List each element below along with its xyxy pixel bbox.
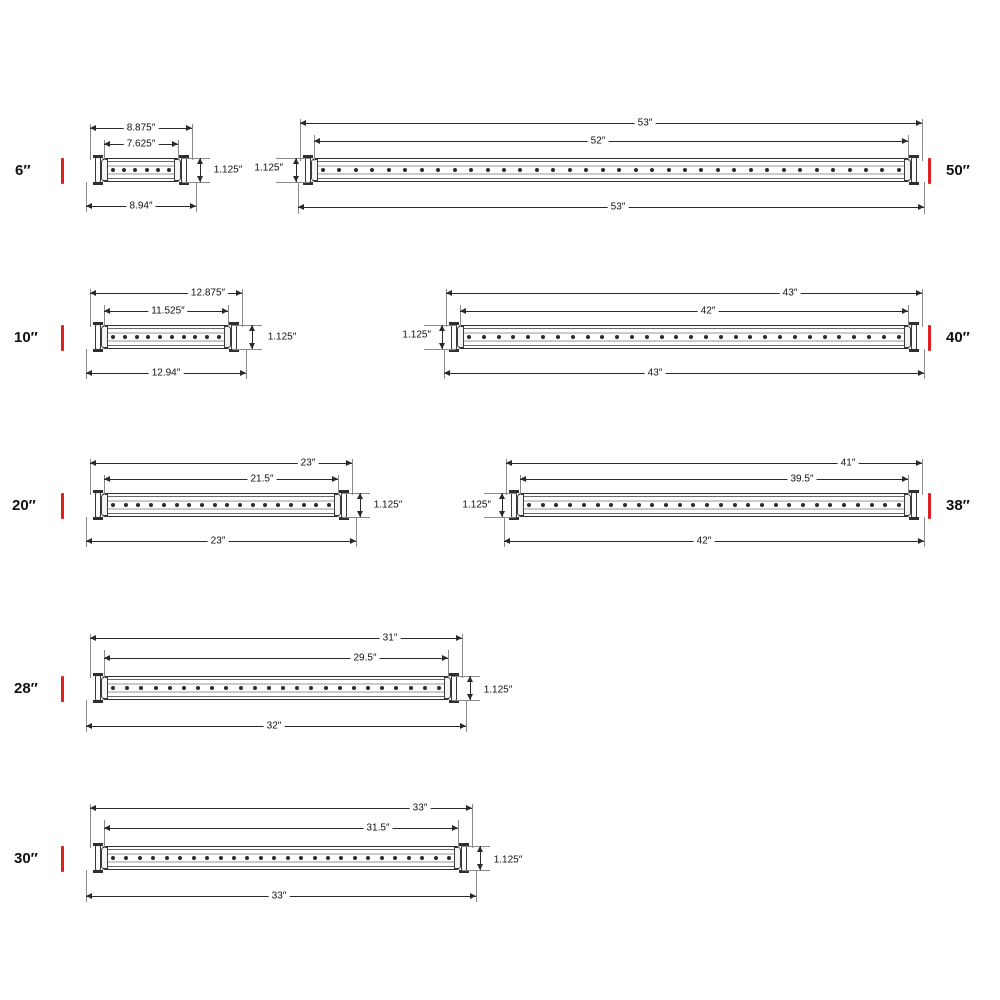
led — [705, 503, 709, 507]
diagram-group-38in — [450, 445, 970, 560]
mount-bracket-left — [93, 675, 103, 701]
size-label-50in: 50″ — [946, 162, 970, 179]
dim-bottom-38in: 42″ — [694, 536, 715, 547]
led — [774, 503, 778, 507]
mount-bracket-left — [93, 157, 103, 183]
led — [239, 686, 243, 690]
led — [338, 686, 342, 690]
led — [354, 168, 358, 172]
led — [882, 335, 886, 339]
led — [124, 503, 128, 507]
light-bar-6in — [102, 158, 180, 182]
led — [437, 686, 441, 690]
diagram-group-28in — [14, 618, 520, 733]
diagram-group-20in — [12, 445, 403, 560]
led — [170, 335, 174, 339]
led — [178, 856, 182, 860]
led — [808, 335, 812, 339]
light-bar-50in — [312, 158, 910, 182]
mount-bracket-left — [449, 324, 459, 350]
led — [831, 168, 835, 172]
led — [867, 335, 871, 339]
led — [453, 168, 457, 172]
mount-bracket-left — [93, 492, 103, 518]
diagram-group-10in — [14, 275, 320, 390]
led — [175, 503, 179, 507]
size-label-10in: 10″ — [14, 329, 38, 346]
diagram-group-30in — [14, 788, 530, 903]
led — [870, 503, 874, 507]
led — [526, 335, 530, 339]
led — [650, 503, 654, 507]
led — [674, 335, 678, 339]
led — [584, 168, 588, 172]
led — [497, 335, 501, 339]
dim-bottom-40in: 43″ — [645, 368, 666, 379]
mount-bracket-right — [179, 157, 189, 183]
led — [136, 503, 140, 507]
led — [467, 335, 471, 339]
led — [111, 335, 115, 339]
led — [746, 503, 750, 507]
led — [883, 503, 887, 507]
led — [281, 686, 285, 690]
led — [200, 503, 204, 507]
led — [748, 335, 752, 339]
led — [880, 168, 884, 172]
dim-top-10in: 12.875″ — [188, 288, 228, 299]
led — [313, 856, 317, 860]
size-label-28in: 28″ — [14, 680, 38, 697]
mount-bracket-right — [909, 492, 919, 518]
led — [245, 856, 249, 860]
mount-bracket-left — [93, 845, 103, 871]
led-row — [111, 856, 451, 860]
led — [193, 335, 197, 339]
mount-bracket-right — [229, 324, 239, 350]
led — [217, 335, 221, 339]
dim-bottom-10in: 12.94″ — [149, 368, 184, 379]
led — [251, 503, 255, 507]
led — [556, 335, 560, 339]
led — [897, 335, 901, 339]
dim-top-38in: 41″ — [838, 458, 859, 469]
led — [842, 503, 846, 507]
led — [394, 686, 398, 690]
size-marker-50in — [928, 158, 931, 184]
led — [165, 856, 169, 860]
light-bar-20in — [102, 493, 340, 517]
led — [111, 503, 115, 507]
dim-top-28in: 31″ — [380, 633, 401, 644]
led — [420, 168, 424, 172]
led — [324, 686, 328, 690]
led — [167, 168, 171, 172]
led — [205, 856, 209, 860]
led — [527, 503, 531, 507]
mount-bracket-right — [449, 675, 459, 701]
led — [678, 503, 682, 507]
led — [683, 168, 687, 172]
mount-bracket-right — [459, 845, 469, 871]
led — [327, 503, 331, 507]
dim-mid-50in: 52″ — [588, 136, 609, 147]
dim-top-50in: 53″ — [635, 118, 656, 129]
led — [111, 856, 115, 860]
led — [554, 503, 558, 507]
led — [423, 686, 427, 690]
dim-bottom-6in: 8.94″ — [126, 201, 155, 212]
mount-bracket-right — [909, 324, 919, 350]
led — [596, 503, 600, 507]
led-row — [467, 335, 901, 339]
led — [353, 856, 357, 860]
size-marker-28in — [61, 676, 64, 702]
led — [691, 503, 695, 507]
led-row — [111, 168, 171, 172]
led — [224, 686, 228, 690]
led — [502, 168, 506, 172]
led — [196, 686, 200, 690]
led — [380, 686, 384, 690]
led — [124, 856, 128, 860]
led — [219, 856, 223, 860]
dim-height-50in: 1.125″ — [251, 163, 286, 174]
led — [366, 856, 370, 860]
led — [158, 335, 162, 339]
led — [760, 503, 764, 507]
led — [568, 503, 572, 507]
size-label-20in: 20″ — [12, 497, 36, 514]
led — [749, 168, 753, 172]
led-row — [111, 686, 441, 690]
led — [815, 503, 819, 507]
led — [182, 335, 186, 339]
led — [765, 168, 769, 172]
led — [664, 503, 668, 507]
led — [182, 686, 186, 690]
led — [187, 503, 191, 507]
dim-bottom-28in: 32″ — [264, 721, 285, 732]
dim-top-20in: 23″ — [298, 458, 319, 469]
light-bar-38in — [518, 493, 910, 517]
mount-bracket-left — [303, 157, 313, 183]
light-bar-30in — [102, 846, 460, 870]
led — [897, 168, 901, 172]
led — [486, 168, 490, 172]
led — [828, 503, 832, 507]
led — [145, 168, 149, 172]
led — [314, 503, 318, 507]
size-label-30in: 30″ — [14, 850, 38, 867]
led — [733, 503, 737, 507]
led — [582, 503, 586, 507]
led — [837, 335, 841, 339]
size-marker-40in — [928, 325, 931, 351]
led — [133, 168, 137, 172]
diagram-group-50in — [250, 105, 970, 225]
led — [535, 168, 539, 172]
led — [337, 168, 341, 172]
led — [601, 168, 605, 172]
led — [151, 856, 155, 860]
dim-height-28in: 1.125″ — [481, 685, 516, 696]
led — [518, 168, 522, 172]
dim-bottom-20in: 23″ — [208, 536, 229, 547]
dim-height-6in: 1.125″ — [211, 165, 246, 176]
led — [732, 168, 736, 172]
led — [138, 856, 142, 860]
led — [541, 335, 545, 339]
dim-bottom-50in: 53″ — [608, 202, 629, 213]
dim-mid-40in: 42″ — [698, 306, 719, 317]
led — [135, 335, 139, 339]
led — [393, 856, 397, 860]
led — [848, 168, 852, 172]
mount-bracket-right — [909, 157, 919, 183]
led — [823, 335, 827, 339]
led — [146, 335, 150, 339]
dim-height-10in: 1.125″ — [265, 332, 300, 343]
dim-top-40in: 43″ — [780, 288, 801, 299]
led — [420, 856, 424, 860]
led — [782, 168, 786, 172]
led — [667, 168, 671, 172]
led — [309, 686, 313, 690]
led — [205, 335, 209, 339]
led — [370, 168, 374, 172]
led — [541, 503, 545, 507]
led — [139, 686, 143, 690]
led — [289, 503, 293, 507]
led — [407, 856, 411, 860]
led — [864, 168, 868, 172]
dim-height-30in: 1.125″ — [491, 855, 526, 866]
led — [716, 168, 720, 172]
dim-height-20in: 1.125″ — [371, 500, 406, 511]
led — [321, 168, 325, 172]
led — [213, 503, 217, 507]
led — [719, 503, 723, 507]
led — [586, 335, 590, 339]
led — [793, 335, 797, 339]
led — [600, 335, 604, 339]
led — [551, 168, 555, 172]
led — [272, 856, 276, 860]
led — [699, 168, 703, 172]
led — [286, 856, 290, 860]
led — [387, 168, 391, 172]
led — [154, 686, 158, 690]
light-bar-40in — [458, 325, 910, 349]
led — [238, 503, 242, 507]
led-row — [111, 503, 331, 507]
led — [232, 856, 236, 860]
led — [302, 503, 306, 507]
light-bar-10in — [102, 325, 230, 349]
led — [366, 686, 370, 690]
led — [787, 503, 791, 507]
led — [122, 168, 126, 172]
led — [704, 335, 708, 339]
led — [267, 686, 271, 690]
led — [263, 503, 267, 507]
led — [617, 168, 621, 172]
led — [778, 335, 782, 339]
led — [125, 686, 129, 690]
led — [571, 335, 575, 339]
mount-bracket-left — [93, 324, 103, 350]
led — [689, 335, 693, 339]
dim-mid-28in: 29.5″ — [350, 653, 379, 664]
led — [897, 503, 901, 507]
led-row — [527, 503, 901, 507]
led — [660, 335, 664, 339]
mount-bracket-right — [339, 492, 349, 518]
diagram-group-40in — [390, 275, 970, 390]
led — [436, 168, 440, 172]
led — [623, 503, 627, 507]
led — [295, 686, 299, 690]
dim-mid-30in: 31.5″ — [363, 823, 392, 834]
led — [434, 856, 438, 860]
led-row — [111, 335, 221, 339]
led — [852, 335, 856, 339]
size-label-38in: 38″ — [946, 497, 970, 514]
led — [210, 686, 214, 690]
dim-mid-10in: 11.525″ — [148, 306, 187, 317]
led — [149, 503, 153, 507]
led — [123, 335, 127, 339]
led — [299, 856, 303, 860]
dim-top-30in: 33″ — [410, 803, 431, 814]
led — [511, 335, 515, 339]
dim-bottom-30in: 33″ — [269, 891, 290, 902]
led — [763, 335, 767, 339]
led — [609, 503, 613, 507]
led — [111, 168, 115, 172]
size-marker-6in — [61, 158, 64, 184]
led — [380, 856, 384, 860]
led-row — [321, 168, 901, 172]
size-marker-30in — [61, 846, 64, 872]
dim-mid-38in: 39.5″ — [787, 474, 816, 485]
led — [650, 168, 654, 172]
led — [352, 686, 356, 690]
light-bar-28in — [102, 676, 450, 700]
led — [637, 503, 641, 507]
led — [482, 335, 486, 339]
led — [798, 168, 802, 172]
led — [815, 168, 819, 172]
mount-bracket-left — [509, 492, 519, 518]
dim-top-6in: 8.875″ — [124, 123, 159, 134]
led — [168, 686, 172, 690]
led — [253, 686, 257, 690]
led — [615, 335, 619, 339]
led — [156, 168, 160, 172]
size-label-6in: 6″ — [15, 162, 31, 179]
led — [326, 856, 330, 860]
led — [111, 686, 115, 690]
size-marker-20in — [61, 493, 64, 519]
led — [276, 503, 280, 507]
size-marker-38in — [928, 493, 931, 519]
led — [634, 168, 638, 172]
size-label-40in: 40″ — [946, 329, 970, 346]
led — [403, 168, 407, 172]
dim-height-38in: 1.125″ — [459, 500, 494, 511]
dim-mid-20in: 21.5″ — [247, 474, 276, 485]
led — [568, 168, 572, 172]
led — [734, 335, 738, 339]
led — [856, 503, 860, 507]
led — [719, 335, 723, 339]
led — [259, 856, 263, 860]
led — [339, 856, 343, 860]
size-marker-10in — [61, 325, 64, 351]
led — [192, 856, 196, 860]
led — [409, 686, 413, 690]
led — [225, 503, 229, 507]
led — [801, 503, 805, 507]
dim-height-40in: 1.125″ — [399, 330, 434, 341]
led — [447, 856, 451, 860]
led — [630, 335, 634, 339]
led — [162, 503, 166, 507]
led — [645, 335, 649, 339]
led — [469, 168, 473, 172]
dim-mid-6in: 7.625″ — [124, 139, 159, 150]
